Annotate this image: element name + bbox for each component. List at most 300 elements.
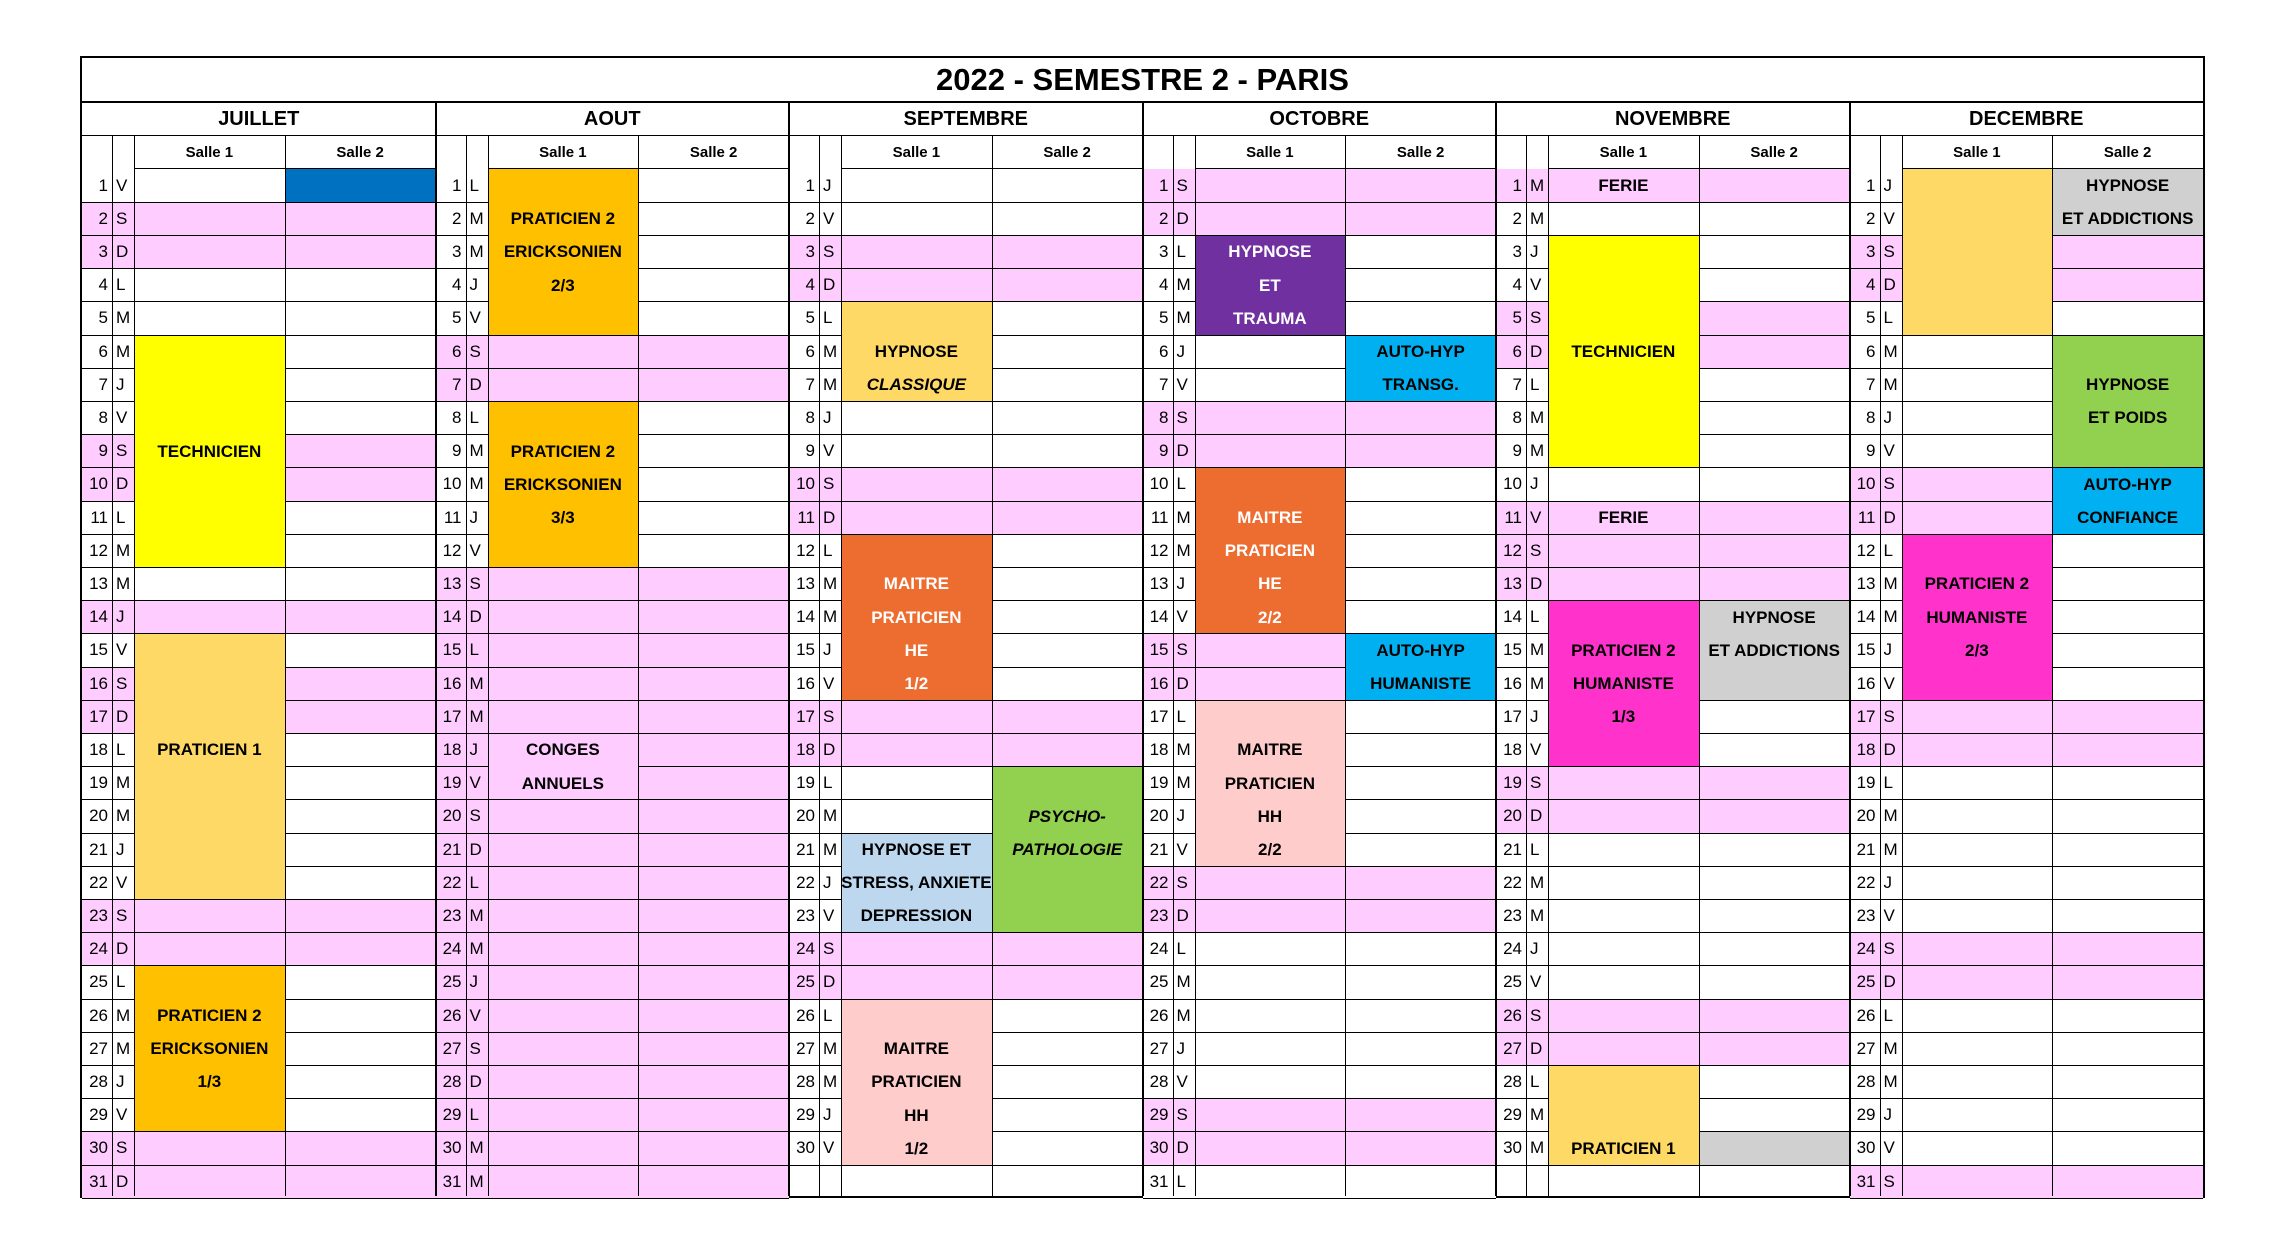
room-cell[interactable] — [2052, 800, 2203, 833]
room-cell[interactable] — [638, 302, 789, 335]
day-letter: M — [1880, 601, 1902, 634]
room-cell[interactable] — [1699, 534, 1850, 567]
room-cell[interactable] — [638, 501, 789, 534]
room-cell[interactable] — [992, 269, 1143, 302]
room-cell[interactable] — [1699, 767, 1850, 800]
room-cell[interactable] — [488, 700, 639, 733]
room-cell[interactable] — [1699, 833, 1850, 866]
room-cell[interactable] — [285, 667, 436, 700]
room-cell[interactable] — [841, 468, 992, 501]
event-block[interactable] — [1902, 169, 2053, 335]
room-cell[interactable] — [1195, 169, 1346, 202]
room-cell[interactable] — [2052, 269, 2203, 302]
event-label-line: PRATICIEN — [1224, 773, 1316, 793]
room-cell[interactable] — [2052, 700, 2203, 733]
room-cell[interactable] — [992, 202, 1143, 235]
room-cell[interactable] — [134, 169, 285, 202]
day-number: 1 — [82, 169, 112, 202]
room-cell[interactable] — [2052, 833, 2203, 866]
room-cell[interactable] — [285, 767, 436, 800]
room-cell[interactable] — [2052, 667, 2203, 700]
room-cell[interactable] — [1345, 966, 1496, 999]
room-cell[interactable] — [1345, 534, 1496, 567]
event-block[interactable] — [1699, 1132, 1850, 1165]
room-cell[interactable] — [992, 501, 1143, 534]
room-cell[interactable] — [2052, 767, 2203, 800]
room-cell[interactable] — [1548, 468, 1699, 501]
room-cell[interactable] — [2052, 966, 2203, 999]
column-divider — [1173, 136, 1174, 1196]
room-cell[interactable] — [992, 468, 1143, 501]
room-cell[interactable] — [488, 1032, 639, 1065]
row-divider — [1143, 467, 1195, 468]
room-cell[interactable] — [1548, 866, 1699, 899]
room-cell[interactable] — [992, 933, 1143, 966]
room-cell[interactable] — [1195, 335, 1346, 368]
room-cell[interactable] — [285, 634, 436, 667]
room-cell[interactable] — [1548, 1032, 1699, 1065]
row-divider — [789, 1065, 841, 1066]
room-cell[interactable] — [638, 833, 789, 866]
row-divider — [1850, 965, 1902, 966]
day-letter: M — [112, 302, 134, 335]
room-cell[interactable] — [638, 1032, 789, 1065]
room-cell[interactable] — [1345, 1132, 1496, 1165]
room-cell[interactable] — [1699, 1065, 1850, 1098]
room-cell[interactable] — [1699, 335, 1850, 368]
room-cell[interactable] — [638, 235, 789, 268]
row-divider — [1143, 766, 1195, 767]
room-cell[interactable] — [285, 202, 436, 235]
room-cell[interactable] — [488, 667, 639, 700]
room-cell[interactable] — [1345, 501, 1496, 534]
room-cell[interactable] — [1345, 1065, 1496, 1098]
room-cell[interactable] — [2052, 733, 2203, 766]
day-number: 5 — [1143, 302, 1173, 335]
room-cell[interactable] — [638, 335, 789, 368]
room-cell[interactable] — [841, 501, 992, 534]
day-letter: V — [112, 634, 134, 667]
room-cell[interactable] — [638, 1132, 789, 1165]
room-cell[interactable] — [992, 966, 1143, 999]
day-letter: S — [466, 1032, 488, 1065]
room-cell[interactable] — [134, 302, 285, 335]
room-cell[interactable] — [134, 1165, 285, 1198]
room-cell[interactable] — [1699, 1032, 1850, 1065]
room-cell[interactable] — [1902, 966, 2053, 999]
room-cell[interactable] — [841, 435, 992, 468]
room-cell[interactable] — [134, 933, 285, 966]
room-cell[interactable] — [992, 700, 1143, 733]
room-cell[interactable] — [638, 1099, 789, 1132]
room-cell[interactable] — [1548, 567, 1699, 600]
room-cell[interactable] — [841, 800, 992, 833]
room-cell[interactable] — [285, 567, 436, 600]
room-cell[interactable] — [992, 1032, 1143, 1065]
room-cell[interactable] — [488, 1132, 639, 1165]
day-letter: V — [1173, 601, 1195, 634]
room-cell[interactable] — [134, 899, 285, 932]
room-cell[interactable] — [1195, 368, 1346, 401]
room-cell[interactable] — [638, 269, 789, 302]
room-cell[interactable] — [1699, 401, 1850, 434]
room-cell[interactable] — [1345, 302, 1496, 335]
room-cell[interactable] — [1699, 169, 1850, 202]
room-cell[interactable] — [1902, 1032, 2053, 1065]
room-cell[interactable] — [638, 899, 789, 932]
day-letter: S — [819, 468, 841, 501]
room-cell[interactable] — [992, 435, 1143, 468]
room-cell[interactable] — [285, 800, 436, 833]
room-cell[interactable] — [1345, 933, 1496, 966]
room-cell[interactable] — [488, 1165, 639, 1198]
room-cell[interactable] — [638, 700, 789, 733]
day-number: 8 — [1143, 401, 1173, 434]
event-block[interactable] — [134, 634, 285, 900]
room-cell[interactable] — [1902, 833, 2053, 866]
room-cell[interactable] — [1699, 202, 1850, 235]
room-cell[interactable] — [638, 634, 789, 667]
room-cell[interactable] — [1548, 933, 1699, 966]
room-cell[interactable] — [1345, 601, 1496, 634]
room-cell[interactable] — [992, 1065, 1143, 1098]
room-cell[interactable] — [1345, 435, 1496, 468]
room-cell[interactable] — [285, 501, 436, 534]
room-cell[interactable] — [1699, 269, 1850, 302]
room-cell[interactable] — [1902, 1099, 2053, 1132]
room-cell[interactable] — [2052, 601, 2203, 634]
room-cell[interactable] — [638, 401, 789, 434]
room-cell[interactable] — [1345, 1165, 1496, 1198]
room-cell[interactable] — [992, 634, 1143, 667]
room-cell[interactable] — [1902, 501, 2053, 534]
room-cell[interactable] — [2052, 1065, 2203, 1098]
event-label-line: HE — [904, 640, 929, 660]
room-cell[interactable] — [638, 368, 789, 401]
room-cell[interactable] — [1902, 800, 2053, 833]
day-letter: S — [466, 335, 488, 368]
room-cell[interactable] — [134, 567, 285, 600]
room-cell[interactable] — [134, 202, 285, 235]
room-cell[interactable] — [1902, 401, 2053, 434]
room-cell[interactable] — [285, 833, 436, 866]
room-cell[interactable] — [1195, 966, 1346, 999]
room-cell[interactable] — [638, 202, 789, 235]
room-cell[interactable] — [488, 899, 639, 932]
room-cell[interactable] — [1699, 866, 1850, 899]
room-cell[interactable] — [285, 601, 436, 634]
room-cell[interactable] — [638, 468, 789, 501]
room-cell[interactable] — [488, 1099, 639, 1132]
room-cell[interactable] — [1345, 800, 1496, 833]
room-cell[interactable] — [638, 435, 789, 468]
room-cell[interactable] — [1345, 169, 1496, 202]
room-cell[interactable] — [992, 368, 1143, 401]
room-cell[interactable] — [1345, 999, 1496, 1032]
room-cell[interactable] — [638, 767, 789, 800]
room-cell[interactable] — [1902, 700, 2053, 733]
day-letter: M — [466, 899, 488, 932]
room-cell[interactable] — [2052, 634, 2203, 667]
room-cell[interactable] — [1902, 368, 2053, 401]
room-cell[interactable] — [638, 601, 789, 634]
room-cell[interactable] — [2052, 1099, 2203, 1132]
room-cell[interactable] — [285, 401, 436, 434]
room-cell[interactable] — [285, 269, 436, 302]
room-cell[interactable] — [488, 368, 639, 401]
room-cell[interactable] — [488, 933, 639, 966]
room-cell[interactable] — [1345, 401, 1496, 434]
room-cell[interactable] — [1699, 302, 1850, 335]
room-cell[interactable] — [1195, 933, 1346, 966]
room-cell[interactable] — [285, 1099, 436, 1132]
room-cell[interactable] — [1699, 235, 1850, 268]
room-cell[interactable] — [992, 1099, 1143, 1132]
room-cell[interactable] — [1699, 501, 1850, 534]
room-cell[interactable] — [2052, 567, 2203, 600]
room-cell[interactable] — [1345, 202, 1496, 235]
room-cell[interactable] — [841, 202, 992, 235]
room-cell[interactable] — [2052, 302, 2203, 335]
room-cell[interactable] — [841, 401, 992, 434]
room-cell[interactable] — [2052, 999, 2203, 1032]
day-number: 9 — [1850, 435, 1880, 468]
room-cell[interactable] — [1195, 435, 1346, 468]
room-cell[interactable] — [638, 567, 789, 600]
room-cell[interactable] — [1345, 866, 1496, 899]
room-cell[interactable] — [1345, 235, 1496, 268]
room-cell[interactable] — [638, 800, 789, 833]
day-number: 13 — [1143, 567, 1173, 600]
room-cell[interactable] — [1699, 368, 1850, 401]
room-cell[interactable] — [1195, 1065, 1346, 1098]
room-cell[interactable] — [1699, 800, 1850, 833]
day-number: 2 — [436, 202, 466, 235]
room-cell[interactable] — [1345, 567, 1496, 600]
room-cell[interactable] — [2052, 866, 2203, 899]
room-cell[interactable] — [285, 999, 436, 1032]
room-cell[interactable] — [992, 401, 1143, 434]
room-cell[interactable] — [1699, 1099, 1850, 1132]
room-cell[interactable] — [1902, 899, 2053, 932]
room-cell[interactable] — [992, 169, 1143, 202]
room-cell[interactable] — [2052, 1032, 2203, 1065]
room-cell[interactable] — [841, 966, 992, 999]
room-cell[interactable] — [1699, 567, 1850, 600]
room-cell[interactable] — [285, 235, 436, 268]
room-cell[interactable] — [638, 1165, 789, 1198]
room-cell[interactable] — [841, 269, 992, 302]
event-block[interactable] — [285, 169, 436, 202]
room-cell[interactable] — [1902, 1065, 2053, 1098]
room-cell[interactable] — [1699, 468, 1850, 501]
room-cell[interactable] — [1345, 733, 1496, 766]
room-cell[interactable] — [1699, 435, 1850, 468]
room-cell[interactable] — [638, 933, 789, 966]
row-divider — [82, 667, 134, 668]
room-cell[interactable] — [1699, 899, 1850, 932]
room-cell[interactable] — [1902, 866, 2053, 899]
room-cell[interactable] — [638, 866, 789, 899]
day-number: 7 — [82, 368, 112, 401]
room-cell[interactable] — [1345, 700, 1496, 733]
room-cell[interactable] — [134, 1132, 285, 1165]
room-cell[interactable] — [841, 933, 992, 966]
room-cell[interactable] — [1345, 899, 1496, 932]
room-cell[interactable] — [1195, 999, 1346, 1032]
room-cell[interactable] — [1345, 468, 1496, 501]
room-cell[interactable] — [1195, 1165, 1346, 1198]
room-cell[interactable] — [638, 999, 789, 1032]
room-cell[interactable] — [638, 169, 789, 202]
room-cell[interactable] — [134, 601, 285, 634]
room-cell[interactable] — [992, 1132, 1143, 1165]
room-cell[interactable] — [2052, 1132, 2203, 1165]
room-cell[interactable] — [488, 833, 639, 866]
room-cell[interactable] — [285, 1132, 436, 1165]
room-cell[interactable] — [1548, 899, 1699, 932]
room-cell[interactable] — [285, 700, 436, 733]
room-cell[interactable] — [285, 966, 436, 999]
room-cell[interactable] — [1345, 767, 1496, 800]
room-cell[interactable] — [1902, 1165, 2053, 1198]
room-cell[interactable] — [285, 866, 436, 899]
day-number: 11 — [1496, 501, 1526, 534]
room-cell[interactable] — [992, 733, 1143, 766]
room-cell[interactable] — [488, 335, 639, 368]
room-cell[interactable] — [1195, 1099, 1346, 1132]
room-cell[interactable] — [1345, 1032, 1496, 1065]
room-cell[interactable] — [1345, 833, 1496, 866]
room-cell[interactable] — [488, 966, 639, 999]
room-cell[interactable] — [1902, 468, 2053, 501]
room-cell[interactable] — [2052, 235, 2203, 268]
room-cell[interactable] — [1548, 534, 1699, 567]
room-cell[interactable] — [488, 800, 639, 833]
room-cell[interactable] — [1195, 1032, 1346, 1065]
room-cell[interactable] — [1548, 800, 1699, 833]
room-cell[interactable] — [2052, 1165, 2203, 1198]
row-divider — [789, 301, 841, 302]
room-cell[interactable] — [638, 733, 789, 766]
room-cell[interactable] — [1902, 335, 2053, 368]
room-cell[interactable] — [992, 601, 1143, 634]
room-cell[interactable] — [285, 368, 436, 401]
room-cell[interactable] — [1345, 269, 1496, 302]
room-cell[interactable] — [1548, 966, 1699, 999]
room-cell[interactable] — [1195, 899, 1346, 932]
room-cell[interactable] — [992, 667, 1143, 700]
room-cell[interactable] — [2052, 933, 2203, 966]
room-cell[interactable] — [1902, 1132, 2053, 1165]
room-cell[interactable] — [285, 534, 436, 567]
room-cell[interactable] — [1195, 866, 1346, 899]
day-number: 24 — [1496, 933, 1526, 966]
room-cell[interactable] — [841, 767, 992, 800]
room-cell[interactable] — [2052, 899, 2203, 932]
row-divider — [2052, 600, 2203, 601]
room-cell[interactable] — [285, 899, 436, 932]
room-cell[interactable] — [134, 235, 285, 268]
day-number: 25 — [1143, 966, 1173, 999]
room-cell[interactable] — [992, 235, 1143, 268]
room-cell[interactable] — [285, 1165, 436, 1198]
room-cell[interactable] — [488, 1065, 639, 1098]
room-cell[interactable] — [992, 534, 1143, 567]
room-cell[interactable] — [285, 435, 436, 468]
day-number: 21 — [789, 833, 819, 866]
room-cell[interactable] — [488, 999, 639, 1032]
room-cell[interactable] — [841, 733, 992, 766]
room-cell[interactable] — [638, 667, 789, 700]
room-cell[interactable] — [638, 966, 789, 999]
day-letter: J — [1526, 933, 1548, 966]
room-cell[interactable] — [841, 169, 992, 202]
day-number: 2 — [82, 202, 112, 235]
day-letter: V — [112, 866, 134, 899]
room-cell[interactable] — [488, 601, 639, 634]
room-cell[interactable] — [134, 269, 285, 302]
room-cell[interactable] — [1345, 1099, 1496, 1132]
room-cell[interactable] — [2052, 534, 2203, 567]
room-cell[interactable] — [1902, 733, 2053, 766]
room-cell[interactable] — [1548, 767, 1699, 800]
room-cell[interactable] — [285, 733, 436, 766]
room-cell[interactable] — [638, 534, 789, 567]
room-cell[interactable] — [992, 335, 1143, 368]
room-cell[interactable] — [1699, 999, 1850, 1032]
room-cell[interactable] — [285, 933, 436, 966]
room-cell[interactable] — [1548, 833, 1699, 866]
room-cell[interactable] — [285, 302, 436, 335]
room-cell[interactable] — [1699, 700, 1850, 733]
room-cell[interactable] — [1902, 435, 2053, 468]
room-cell[interactable] — [488, 866, 639, 899]
room-cell[interactable] — [1548, 999, 1699, 1032]
room-cell[interactable] — [1195, 1132, 1346, 1165]
row-divider — [82, 368, 134, 369]
room-cell[interactable] — [992, 999, 1143, 1032]
room-cell[interactable] — [1902, 999, 2053, 1032]
room-cell[interactable] — [1195, 634, 1346, 667]
room-cell[interactable] — [1902, 933, 2053, 966]
room-cell[interactable] — [285, 1065, 436, 1098]
room-cell[interactable] — [1195, 667, 1346, 700]
room-cell[interactable] — [841, 235, 992, 268]
room-cell[interactable] — [488, 567, 639, 600]
room-cell[interactable] — [285, 468, 436, 501]
room-cell[interactable] — [992, 302, 1143, 335]
row-divider — [82, 467, 134, 468]
room-cell[interactable] — [285, 1032, 436, 1065]
row-divider — [2052, 932, 2203, 933]
room-cell[interactable] — [1195, 401, 1346, 434]
room-cell[interactable] — [1699, 966, 1850, 999]
room-cell[interactable] — [1548, 202, 1699, 235]
row-divider — [638, 999, 789, 1000]
row-divider — [841, 467, 992, 468]
room-cell[interactable] — [638, 1065, 789, 1098]
room-cell[interactable] — [488, 634, 639, 667]
day-letter: S — [819, 700, 841, 733]
room-cell[interactable] — [992, 567, 1143, 600]
room-cell[interactable] — [1699, 933, 1850, 966]
room-cell[interactable] — [1902, 767, 2053, 800]
room-cell[interactable] — [841, 700, 992, 733]
room-cell[interactable] — [1195, 202, 1346, 235]
room-cell[interactable] — [1699, 733, 1850, 766]
room-cell[interactable] — [285, 335, 436, 368]
